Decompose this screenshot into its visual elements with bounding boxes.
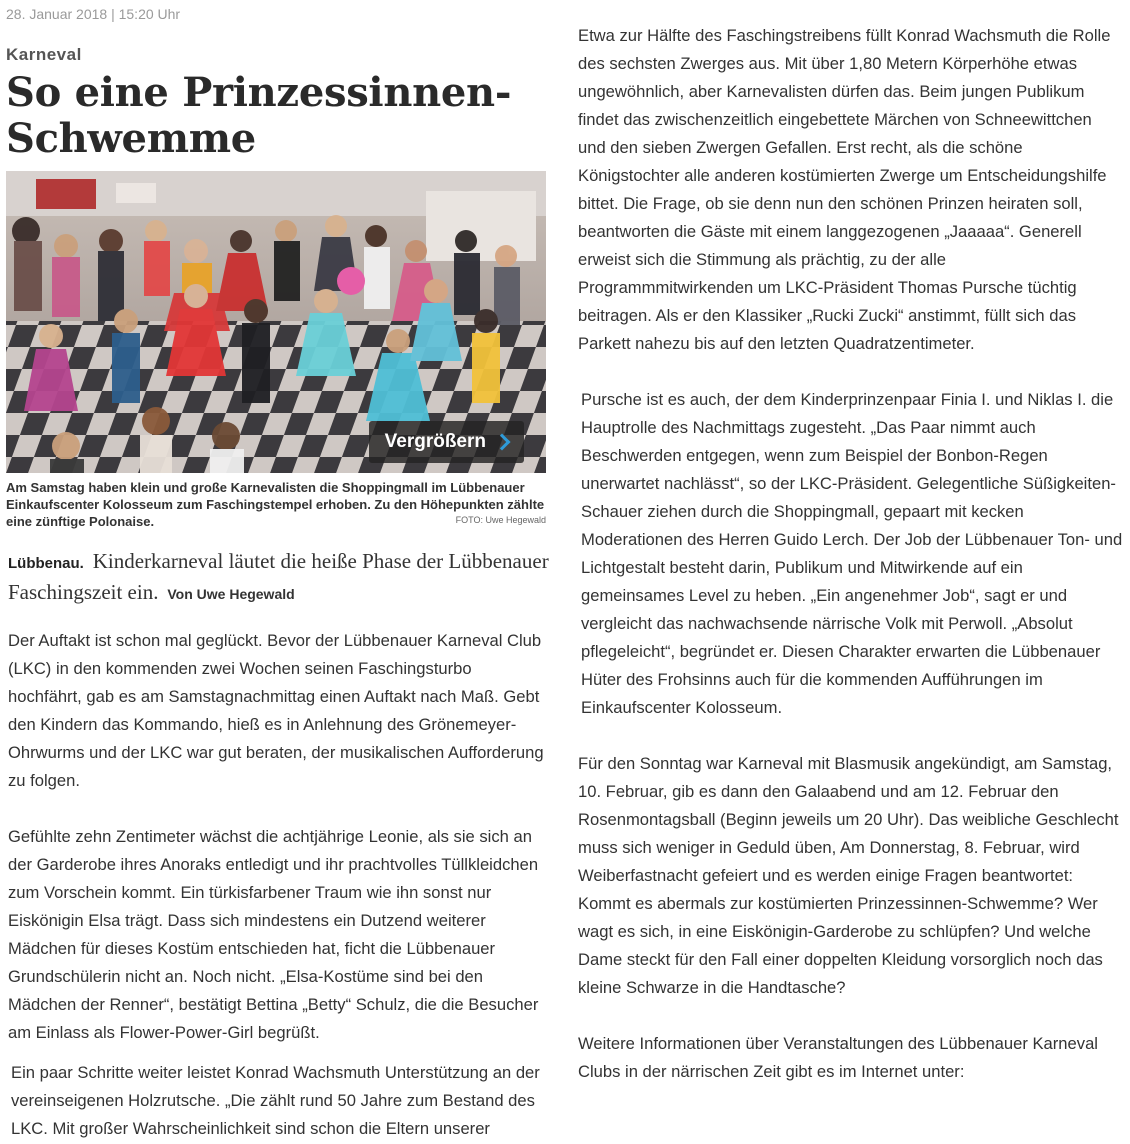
headline-line-1: So eine Prinzessinnen- xyxy=(6,69,512,116)
lead-teaser: Kinderkarneval läutet die heiße Phase der Lübbenauer Faschingszeit ein. xyxy=(8,549,549,604)
paragraph-4: Etwa zur Hälfte des Faschingstreibens füllt Konrad Wachsmuth die Rolle des sechsten Zwerges aus. Mit über 1,80 Metern Körperhöhe etwas ungewöhnlich, aber Karnevalisten dürfen das. Beim jungen Publikum findet das zwischenzeitlich eingebettete Märchen von Schneewittchen und den sieben Zwergen Gefallen. Erst recht, als die schöne Königstochter alle anderen kostümierten Zwerge um Entscheidungshilfe bittet. Die Frage, ob sie denn nun den schönen Prinzen heiraten soll, beantworten die Gäste mit einem langgezogenen „Jaaaaa“. Generell erweist sich die Stimmung als prächtig, zu der alle Programmmitwirkenden um LKC-Präsident Thomas Pursche tüchtig beitragen. Als er den Klassiker „Rucki Zucki“ anstimmt, füllt sich das Parkett nahezu bis auf den letzten Quadratzentimeter. xyxy=(578,26,1111,353)
photo-caption xyxy=(6,479,550,530)
lead-author: Von Uwe Hegewald xyxy=(167,586,295,602)
paragraph-7: Weitere Informationen über Veranstaltungen des Lübbenauer Karneval Clubs in der närrischen Zeit gibt es im Internet unter: xyxy=(578,1034,1098,1081)
chevron-right-icon xyxy=(494,434,511,451)
left-column xyxy=(6,0,550,1143)
paragraph-1: Der Auftakt ist schon mal geglückt. Bevor der Lübbenauer Karneval Club (LKC) in den kommenden zwei Wochen seinen Faschingsturbo hochfährt, gab es am Samstagnachmittag einen Auftakt nach Maß. Gebt den Kindern das Kommando, hieß es in Anlehnung des Grönemeyer-Ohrwurms und der LKC war gut beraten, der musikalischen Aufforderung zu folgen. xyxy=(8,631,544,790)
lead-place: Lübbenau. xyxy=(8,555,84,572)
enlarge-button[interactable] xyxy=(369,421,524,463)
photo-caption-text: Am Samstag haben klein und große Karnevalisten die Shoppingmall im Lübbenauer Einkaufscenter Kolosseum zum Faschingstempel erhoben. Zu den Höhepunkten zählte eine zünftige Polonaise. xyxy=(6,480,545,529)
article-lead xyxy=(8,547,550,609)
paragraph-6: Für den Sonntag war Karneval mit Blasmusik angekündigt, am Samstag, 10. Februar, gib es dann den Galaabend und am 12. Februar den Rosenmontagsball (Beginn jeweils um 20 Uhr). Das weibliche Geschlecht muss sich weniger in Geduld üben, Am Donnerstag, 8. Februar, wird Weiberfastnacht gefeiert und es werden einige Fragen beantwortet: Kommt es abermals zur kostümierten Prinzessinnen-Schwemme? Wer wagt es sich, in eine Eiskönigin-Garderobe zu schlüpfen? Und welche Dame steckt für den Fall einer doppelten Kleidung vorsorglich noch das kleine Schwarze in die Handtasche? xyxy=(578,754,1119,997)
article-kicker: Karneval xyxy=(6,45,82,64)
enlarge-label: Vergrößern xyxy=(384,431,486,452)
right-column xyxy=(578,22,1123,1086)
headline-line-2: Schwemme xyxy=(6,115,256,162)
article-headline xyxy=(6,70,550,162)
photo-credit: FOTO: Uwe Hegewald xyxy=(455,515,546,525)
article-dateline: 28. Januar 2018 | 15:20 Uhr xyxy=(6,6,181,22)
paragraph-2: Gefühlte zehn Zentimeter wächst die achtjährige Leonie, als sie sich an der Garderobe ihres Anoraks entledigt und ihr prachtvolles Tüllkleidchen zum Vorschein kommt. Ein türkisfarbener Traum wie ihn sonst nur Eiskönigin Elsa trägt. Dass sich mindestens ein Dutzend weiterer Mädchen für dieses Kostüm entschieden hat, ficht die Lübbenauer Grundschülerin nicht an. Noch nicht. „Elsa-Kostüme sind bei den Mädchen der Renner“, bestätigt Bettina „Betty“ Schulz, die die Besucher am Einlass als Flower-Power-Girl begrüßt. xyxy=(8,827,539,1042)
paragraph-5: Pursche ist es auch, der dem Kinderprinzenpaar Finia I. und Niklas I. die Hauptrolle des Nachmittags zugesteht. „Das Paar nimmt auch Beschwerden entgegen, wenn zum Beispiel der Bonbon-Regen unerwartet nachlässt“, so der LKC-Präsident. Gelegentliche Süßigkeiten-Schauer ziehen durch die Shoppingmall, gepaart mit kecken Moderationen des Herren Guido Lerch. Der Job der Lübbenauer Ton- und Lichtgestalt besteht darin, Publikum und Mitwirkende auf ein gemeinsames Level zu heben. „Ein angenehmer Job“, sagt er und vergleicht das nachwachsende närrische Volk mit Perwoll. „Absolut pflegeleicht“, begründet er. Diesen Charakter erwarten die Lübbenauer Hüter des Frohsinns auch für die kommenden Aufführungen im Einkaufscenter Kolosseum. xyxy=(581,390,1123,717)
article-photo[interactable] xyxy=(6,171,546,473)
paragraph-3: Ein paar Schritte weiter leistet Konrad Wachsmuth Unterstützung an der vereinseigenen Holzrutsche. „Die zählt rund 50 Jahre zum Bestand des LKC. Mit großer Wahrscheinlichkeit sind schon die Eltern unserer xyxy=(11,1063,540,1138)
